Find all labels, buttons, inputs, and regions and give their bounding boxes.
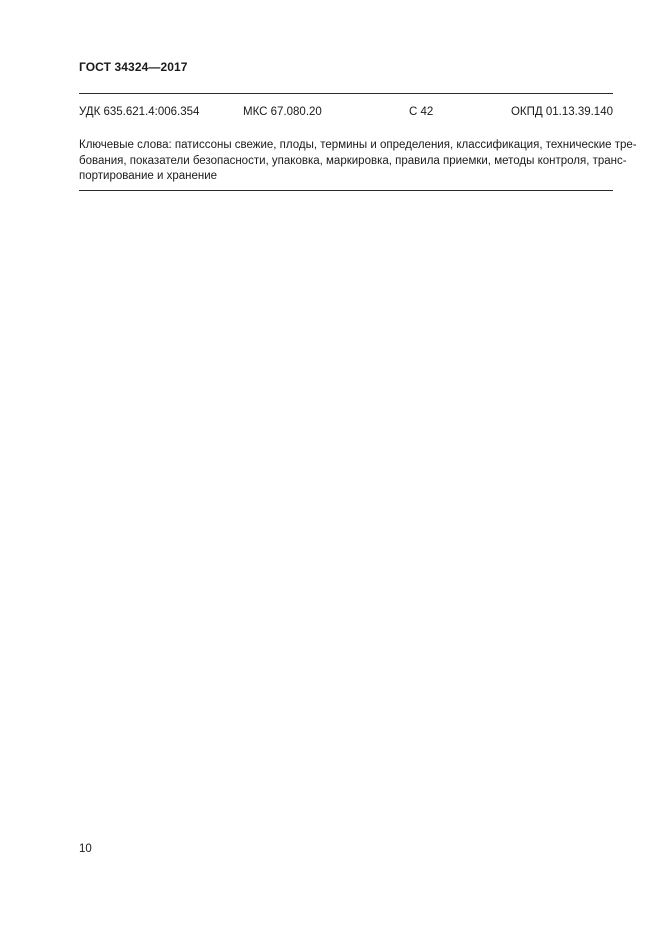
classification-codes-row — [79, 106, 613, 122]
udk-code: УДК 635.621.4:006.354 — [79, 106, 200, 118]
top-divider — [79, 93, 613, 94]
keywords-line: бования, показатели безопасности, упаковка, маркировка, правила приемки, методы контроля, транс- — [79, 154, 627, 167]
keywords-line: портирование и хранение — [79, 170, 218, 182]
bottom-divider — [79, 190, 613, 191]
page-number: 10 — [79, 843, 92, 855]
keywords-line: Ключевые слова: патиссоны свежие, плоды, термины и определения, классификация, технические тре- — [79, 139, 637, 151]
standard-title: ГОСТ 34324—2017 — [79, 60, 188, 74]
mks-code: МКС 67.080.20 — [243, 106, 322, 118]
c-code: С 42 — [409, 106, 434, 118]
okpd-code: ОКПД 01.13.39.140 — [510, 106, 613, 118]
keywords-paragraph — [79, 138, 637, 185]
